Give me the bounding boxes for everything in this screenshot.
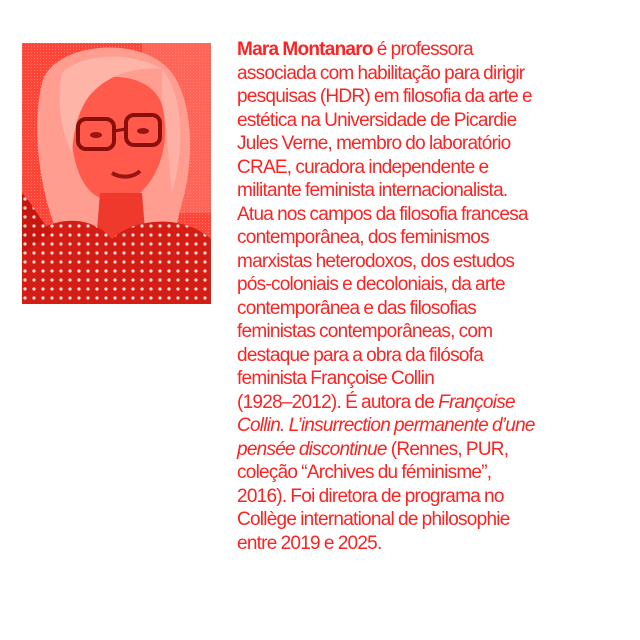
- bio-line: contemporânea, dos feminismos: [237, 227, 489, 248]
- bio-line: Jules Verne, membro do laboratório: [237, 133, 511, 154]
- book-title-part: Collin. L’insurrection permanente d’une: [237, 415, 535, 436]
- bio-line: é professora: [372, 39, 473, 60]
- author-biography: [237, 38, 637, 555]
- bio-line: 2016). Foi diretora de programa no: [237, 485, 504, 507]
- bio-line: Atua nos campos da filosofia francesa: [237, 203, 528, 225]
- bio-line: pós-coloniais e decoloniais, da arte: [237, 274, 505, 295]
- author-name: Mara Montanaro: [237, 39, 373, 60]
- bio-line: pesquisas (HDR) em filosofia da arte e: [237, 86, 532, 107]
- bio-line: feminista Françoise Collin: [237, 368, 435, 389]
- bio-line: marxistas heterodoxos, dos estudos: [237, 250, 515, 272]
- bio-line: contemporânea e das filosofias: [237, 297, 476, 319]
- bio-line: estética na Universidade de Picardie: [237, 109, 517, 131]
- bio-line: coleção “Archives du féminisme”,: [237, 462, 492, 483]
- bio-line: entre 2019 e 2025.: [237, 532, 382, 554]
- portrait-photo-icon: [22, 43, 211, 304]
- bio-line: (Rennes, PUR,: [386, 438, 509, 460]
- bio-line: associada com habilitação para dirigir: [237, 62, 525, 84]
- author-portrait: [22, 43, 211, 304]
- bio-line: militante feminista internacionalista.: [237, 180, 508, 201]
- bio-line: feministas contemporâneas, com: [237, 321, 493, 342]
- bio-line: destaque para a obra da filósofa: [237, 344, 484, 366]
- bio-line: Collège international de philosophie: [237, 509, 510, 530]
- bio-line: (1928–2012). É autora de: [237, 391, 439, 413]
- book-title-part: Françoise: [438, 391, 515, 413]
- book-title-part: pensée discontinue: [237, 438, 387, 460]
- bio-line: CRAE, curadora independente e: [237, 156, 489, 178]
